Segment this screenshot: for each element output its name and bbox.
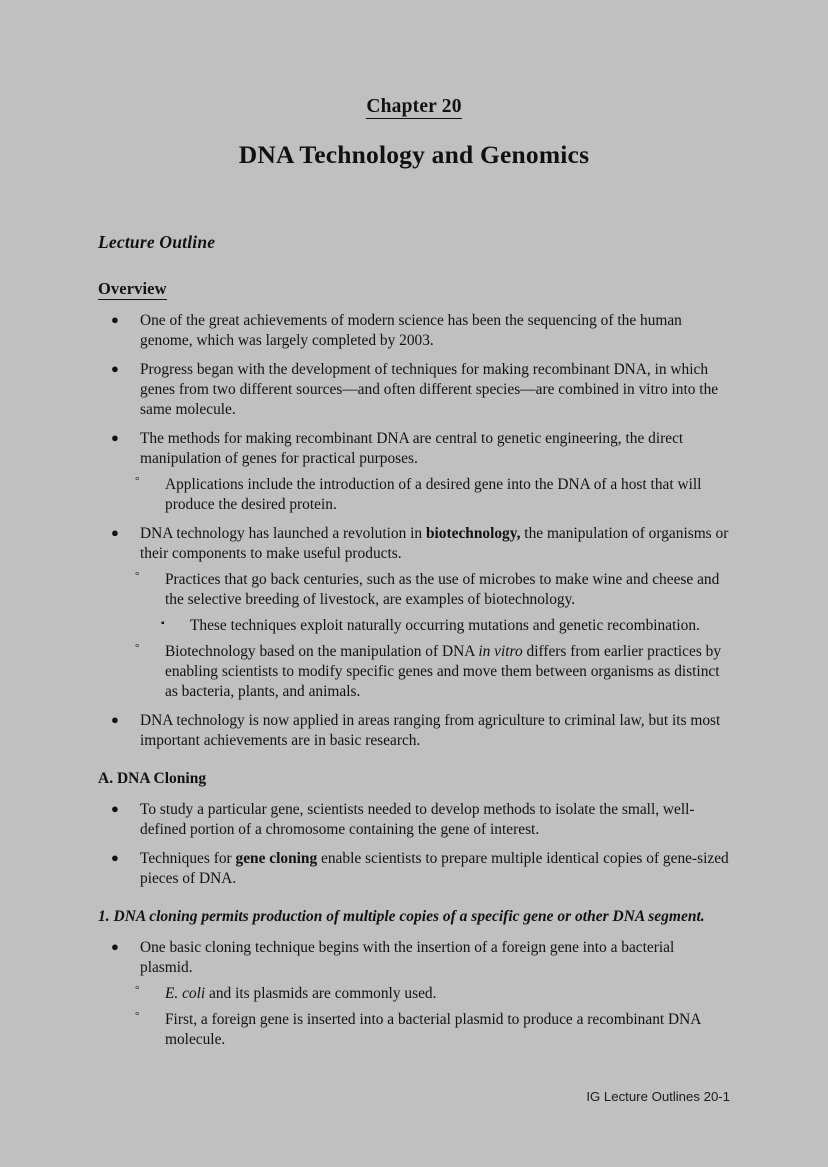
dna-cloning-heading: A. DNA Cloning — [98, 770, 207, 788]
list-item-text — [165, 643, 721, 700]
list-item — [110, 849, 730, 889]
list-item — [133, 570, 730, 610]
list-item-text: DNA technology is now applied in areas ranging from agriculture to criminal law, but its most important achievements are in basic research. — [140, 712, 721, 750]
bullet-dot-icon: ● — [111, 801, 119, 817]
subsection-heading: 1. DNA cloning permits production of multiple copies of a specific gene or other DNA segment. — [98, 908, 705, 926]
bullet-circle-icon: ° — [135, 642, 140, 655]
overview-bullet-list — [98, 311, 730, 751]
list-item-text: One basic cloning technique begins with the insertion of a foreign gene into a bacterial plasmid. — [140, 939, 675, 977]
term-e-coli: E. coli — [165, 985, 206, 1003]
list-item-text: One of the great achievements of modern science has been the sequencing of the human genome, which was largely completed by 2003. — [140, 312, 682, 350]
bullet-dot-icon: ● — [111, 525, 119, 541]
list-item-text: Practices that go back centuries, such as the use of microbes to make wine and cheese and the selective breeding of livestock, are examples of biotechnology. — [165, 571, 720, 609]
overview-heading-text: Overview — [98, 279, 167, 298]
list-item — [158, 616, 730, 636]
chapter-label-text: Chapter 20 — [366, 96, 462, 117]
bullet-circle-icon: ° — [135, 570, 140, 583]
text-run: enable scientists to prepare multiple identical copies of gene-sized pieces of DNA. — [140, 850, 729, 888]
bullet-dot-icon: ● — [111, 361, 119, 377]
list-item-text: Progress began with the development of techniques for making recombinant DNA, in which genes from two different sources—and often different species—are combined in vitro into the same molecule. — [140, 361, 719, 419]
text-run: the manipulation of organisms or their components to make useful products. — [140, 525, 729, 563]
dna-cloning-bullet-list — [98, 800, 730, 889]
overview-heading — [98, 279, 730, 299]
bullet-circle-icon: ° — [135, 984, 140, 997]
bullet-dot-icon: ● — [111, 939, 119, 955]
list-item — [110, 429, 730, 469]
bullet-circle-icon: ° — [135, 1010, 140, 1023]
page-footer: IG Lecture Outlines 20-1 — [586, 1089, 730, 1104]
list-item — [133, 475, 730, 515]
list-item — [110, 938, 730, 978]
list-item — [110, 711, 730, 751]
list-item-text: To study a particular gene, scientists needed to develop methods to isolate the small, well-defined portion of a chromosome containing the gene of interest. — [140, 801, 695, 839]
bullet-square-icon: ▪ — [161, 618, 165, 630]
list-item-text — [165, 985, 436, 1002]
lecture-outline-heading: Lecture Outline — [98, 232, 216, 252]
chapter-label — [98, 96, 730, 118]
list-item — [133, 984, 730, 1004]
list-item — [110, 311, 730, 351]
list-item — [110, 800, 730, 840]
bullet-dot-icon: ● — [111, 712, 119, 728]
text-run: DNA technology has launched a revolution in — [140, 525, 426, 543]
list-item-text: The methods for making recombinant DNA are central to genetic engineering, the direct manipulation of genes for practical purposes. — [140, 430, 684, 468]
text-run: and its plasmids are commonly used. — [205, 985, 437, 1003]
list-item-text: First, a foreign gene is inserted into a bacterial plasmid to produce a recombinant DNA molecule. — [165, 1011, 701, 1049]
list-item — [110, 524, 730, 564]
list-item — [133, 642, 730, 702]
document-page — [0, 96, 828, 1167]
list-item-text — [140, 850, 729, 887]
list-item-text — [140, 525, 728, 562]
list-item — [110, 360, 730, 420]
list-item-text: Applications include the introduction of a desired gene into the DNA of a host that will produce the desired protein. — [165, 476, 702, 514]
bullet-dot-icon: ● — [111, 430, 119, 446]
text-run: Biotechnology based on the manipulation of DNA — [165, 643, 479, 661]
subsection-bullet-list — [98, 938, 730, 1050]
page-title: DNA Technology and Genomics — [238, 140, 590, 169]
list-item — [133, 1010, 730, 1050]
bullet-dot-icon: ● — [111, 312, 119, 327]
term-in-vitro: in vitro — [478, 643, 523, 661]
text-run: Techniques for — [140, 850, 236, 868]
list-item-text: These techniques exploit naturally occurring mutations and genetic recombination. — [190, 617, 700, 635]
term-gene-cloning: gene cloning — [235, 850, 318, 868]
bullet-circle-icon: ° — [135, 475, 140, 488]
term-biotechnology: biotechnology, — [425, 525, 521, 543]
bullet-dot-icon: ● — [111, 850, 119, 866]
text-run: differs from earlier practices by enabling scientists to modify specific genes and move them between organisms as distinct as bacteria, plants, and animals. — [165, 643, 722, 701]
